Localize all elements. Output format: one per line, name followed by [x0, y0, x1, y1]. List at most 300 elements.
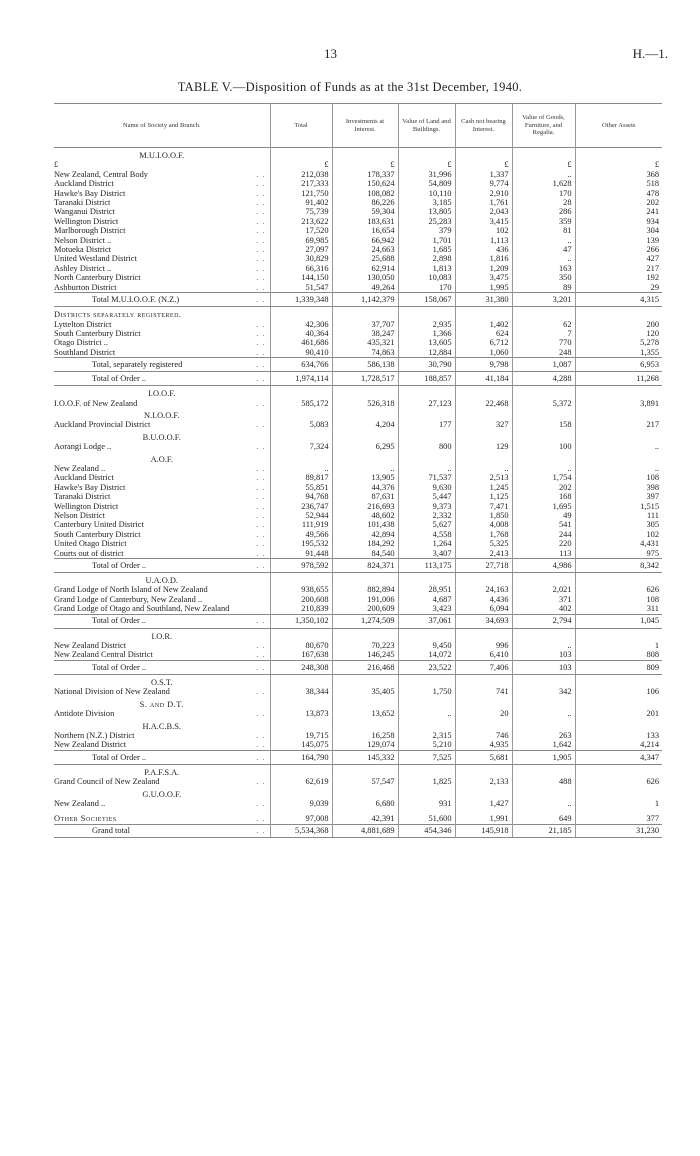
value-cell: 454,346	[398, 824, 455, 837]
value-cell: 1,825	[398, 777, 455, 786]
leader-dots: . .	[256, 492, 266, 502]
value-cell: 129,074	[332, 740, 398, 750]
row-label: Total of Order ..	[92, 752, 147, 762]
leader-dots: . .	[256, 520, 266, 530]
value-cell: 97,008	[270, 808, 332, 824]
value-cell: 809	[575, 660, 662, 674]
value-cell: 102	[455, 226, 512, 235]
table-row	[54, 179, 662, 188]
table-row	[54, 160, 662, 169]
value-cell: 177	[398, 420, 455, 429]
value-cell: 164,790	[270, 750, 332, 764]
empty-cell	[398, 628, 455, 641]
value-cell: 402	[512, 604, 575, 614]
empty-cell	[575, 386, 662, 399]
row-label: New Zealand District	[54, 740, 127, 750]
row-label: Ashley District ..	[54, 263, 112, 273]
table-row	[54, 283, 662, 293]
value-cell: 236,747	[270, 502, 332, 511]
total-row	[54, 293, 662, 307]
value-cell: 350	[512, 273, 575, 282]
value-cell: 379	[398, 226, 455, 235]
row-label: £	[54, 160, 59, 170]
row-label: New Zealand, Central Body	[54, 169, 148, 179]
value-cell: ..	[332, 464, 398, 473]
row-label: Hawke's Bay District	[54, 188, 126, 198]
section-heading: U.A.O.D.	[145, 576, 179, 586]
row-label: Lyttelton District	[54, 319, 112, 329]
leader-dots: . .	[256, 169, 266, 179]
value-cell: 16,654	[332, 226, 398, 235]
value-cell: 14,072	[398, 650, 455, 660]
empty-cell	[270, 719, 332, 731]
value-cell: 248	[512, 348, 575, 358]
value-cell: 94,768	[270, 492, 332, 501]
value-cell: 1,274,509	[332, 614, 398, 628]
value-cell: 28	[512, 198, 575, 207]
value-cell: 42,894	[332, 530, 398, 539]
row-label: Northern (N.Z.) District	[54, 730, 135, 740]
row-label: Nelson District ..	[54, 235, 112, 245]
row-label: Grand Lodge of Canterbury, New Zealand ..	[54, 594, 203, 604]
value-cell: 111	[575, 511, 662, 520]
value-cell: 1,087	[512, 358, 575, 372]
value-cell: 1,695	[512, 502, 575, 511]
table-row	[54, 520, 662, 529]
page-number: 13	[324, 46, 337, 61]
value-cell: 51,547	[270, 283, 332, 293]
table-row	[54, 189, 662, 198]
value-cell: 108	[575, 595, 662, 604]
value-cell: 103	[512, 660, 575, 674]
value-cell: 526,318	[332, 399, 398, 408]
value-cell: 1,113	[455, 236, 512, 245]
value-cell: 1,142,379	[332, 293, 398, 307]
value-cell: ..	[575, 464, 662, 473]
value-cell: 55,851	[270, 483, 332, 492]
value-cell: 10,110	[398, 189, 455, 198]
value-cell: 2,413	[455, 549, 512, 559]
value-cell: 1,761	[455, 198, 512, 207]
value-cell: 9,630	[398, 483, 455, 492]
value-cell: 101,438	[332, 520, 398, 529]
row-label: Grand total	[92, 826, 130, 836]
value-cell: 13,905	[332, 473, 398, 482]
value-cell: 626	[575, 777, 662, 786]
value-cell: 488	[512, 777, 575, 786]
value-cell: 1	[575, 641, 662, 650]
table-row	[54, 170, 662, 179]
value-cell: 5,325	[455, 539, 512, 548]
value-cell: 1,060	[455, 348, 512, 358]
total-row	[54, 559, 662, 573]
empty-cell	[398, 719, 455, 731]
value-cell: 6,712	[455, 338, 512, 347]
value-cell: 586,138	[332, 358, 398, 372]
value-cell: 24,163	[455, 585, 512, 594]
leader-dots: . .	[256, 420, 266, 430]
value-cell: 62	[512, 320, 575, 329]
value-cell: 217	[575, 420, 662, 429]
section-heading: P.A.F.S.A.	[144, 767, 180, 777]
leader-dots: . .	[256, 482, 266, 492]
empty-cell	[398, 452, 455, 464]
value-cell: 213,622	[270, 217, 332, 226]
empty-cell	[575, 148, 662, 161]
value-cell: 741	[455, 687, 512, 696]
value-cell: 75,739	[270, 207, 332, 216]
value-cell: 996	[455, 641, 512, 650]
leader-dots: . .	[256, 273, 266, 283]
value-cell: 585,172	[270, 399, 332, 408]
leader-dots: . .	[256, 814, 266, 824]
value-cell: 111,919	[270, 520, 332, 529]
value-cell: 1,813	[398, 264, 455, 273]
value-cell: 244	[512, 530, 575, 539]
empty-cell	[398, 307, 455, 320]
value-cell: 146,245	[332, 650, 398, 660]
section-heading: B.U.O.O.F.	[142, 432, 181, 442]
row-label: Total M.U.I.O.O.F. (N.Z.)	[92, 294, 180, 304]
value-cell: 120	[575, 329, 662, 338]
column-header: Investments at Interest.	[332, 104, 398, 148]
value-cell: 49,566	[270, 530, 332, 539]
value-cell: 248,308	[270, 660, 332, 674]
value-cell: 48,602	[332, 511, 398, 520]
empty-cell	[455, 307, 512, 320]
value-cell: 5,534,368	[270, 824, 332, 837]
value-cell: 359	[512, 217, 575, 226]
value-cell: 158,067	[398, 293, 455, 307]
value-cell: 27,097	[270, 245, 332, 254]
leader-dots: . .	[256, 709, 266, 719]
table-row	[54, 539, 662, 548]
row-label: Wanganui District	[54, 207, 115, 217]
value-cell: 113,175	[398, 559, 455, 573]
value-cell: 113	[512, 549, 575, 559]
empty-cell	[455, 430, 512, 442]
value-cell: 201	[575, 709, 662, 718]
value-cell: 1,245	[455, 483, 512, 492]
value-cell: 49	[512, 511, 575, 520]
value-cell: 1,515	[575, 502, 662, 511]
value-cell: 1,366	[398, 329, 455, 338]
value-cell: £	[270, 160, 332, 169]
row-label: Aorangi Lodge ..	[54, 442, 112, 452]
empty-cell	[575, 719, 662, 731]
value-cell: 435,321	[332, 338, 398, 347]
value-cell: 145,918	[455, 824, 512, 837]
value-cell: £	[332, 160, 398, 169]
row-label: United Westland District	[54, 254, 137, 264]
leader-dots: . .	[256, 226, 266, 236]
empty-cell	[455, 719, 512, 731]
value-cell: 4,881,689	[332, 824, 398, 837]
leader-dots: . .	[256, 730, 266, 740]
value-cell: 145,332	[332, 750, 398, 764]
leader-dots: . .	[256, 198, 266, 208]
value-cell: 192	[575, 273, 662, 282]
value-cell: 371	[512, 595, 575, 604]
row-label: New Zealand Central District	[54, 650, 153, 660]
empty-cell	[575, 408, 662, 420]
value-cell: ..	[455, 464, 512, 473]
value-cell: 3,185	[398, 198, 455, 207]
value-cell: 21,185	[512, 824, 575, 837]
row-label: New Zealand ..	[54, 798, 106, 808]
leader-dots: . .	[256, 188, 266, 198]
table-row	[54, 492, 662, 501]
value-cell: 195,532	[270, 539, 332, 548]
leader-dots: . .	[256, 263, 266, 273]
value-cell: 4,315	[575, 293, 662, 307]
empty-cell	[455, 787, 512, 799]
section-heading: I.O.R.	[151, 631, 173, 641]
leader-dots: . .	[256, 548, 266, 558]
value-cell: 24,663	[332, 245, 398, 254]
value-cell: 263	[512, 731, 575, 740]
value-cell: 19,715	[270, 731, 332, 740]
leader-dots: . .	[256, 616, 266, 626]
value-cell: 1,642	[512, 740, 575, 750]
value-cell: 1,754	[512, 473, 575, 482]
value-cell: 304	[575, 226, 662, 235]
value-cell: 25,283	[398, 217, 455, 226]
empty-cell	[512, 307, 575, 320]
value-cell: 2,332	[398, 511, 455, 520]
value-cell: ..	[575, 442, 662, 451]
value-cell: 54,809	[398, 179, 455, 188]
value-cell: 37,061	[398, 614, 455, 628]
value-cell: 975	[575, 549, 662, 559]
value-cell: 882,894	[332, 585, 398, 594]
leader-dots: . .	[256, 442, 266, 452]
table-row	[54, 604, 662, 614]
leader-dots: . .	[256, 501, 266, 511]
value-cell: 824,371	[332, 559, 398, 573]
empty-cell	[270, 408, 332, 420]
value-cell: 133	[575, 731, 662, 740]
value-cell: 59,304	[332, 207, 398, 216]
value-cell: 2,935	[398, 320, 455, 329]
value-cell: 130,050	[332, 273, 398, 282]
value-cell: 202	[575, 198, 662, 207]
value-cell: 1,209	[455, 264, 512, 273]
value-cell: 286	[512, 207, 575, 216]
total-row	[54, 614, 662, 628]
value-cell: 770	[512, 338, 575, 347]
value-cell: 5,372	[512, 399, 575, 408]
value-cell: 6,953	[575, 358, 662, 372]
table-body	[54, 148, 662, 838]
value-cell: 4,687	[398, 595, 455, 604]
empty-cell	[455, 628, 512, 641]
section-heading-row	[54, 628, 662, 641]
document-reference: H.—1.	[632, 46, 668, 61]
value-cell: 37,707	[332, 320, 398, 329]
leader-dots: . .	[256, 179, 266, 189]
value-cell: 188,857	[398, 372, 455, 386]
leader-dots: . .	[256, 245, 266, 255]
column-header: Name of Society and Branch.	[122, 121, 201, 129]
value-cell: 217	[575, 264, 662, 273]
column-header: Value of Land and Buildings.	[398, 104, 455, 148]
empty-cell	[332, 719, 398, 731]
row-label: Motueka District	[54, 245, 111, 255]
row-label: New Zealand ..	[54, 463, 106, 473]
value-cell: 1,850	[455, 511, 512, 520]
row-label: Grand Council of New Zealand	[54, 777, 160, 787]
empty-cell	[332, 148, 398, 161]
value-cell: 29	[575, 283, 662, 293]
table-container	[54, 103, 662, 838]
table-row	[54, 198, 662, 207]
value-cell: 121,750	[270, 189, 332, 198]
value-cell: 7,525	[398, 750, 455, 764]
table-row	[54, 264, 662, 273]
empty-cell	[270, 430, 332, 442]
empty-cell	[575, 697, 662, 709]
empty-cell	[512, 452, 575, 464]
value-cell: 7	[512, 329, 575, 338]
total-row	[54, 372, 662, 386]
section-heading: I.O.O.F.	[148, 389, 176, 399]
value-cell: ..	[512, 641, 575, 650]
row-label: National Division of New Zealand	[54, 687, 170, 697]
empty-cell	[332, 573, 398, 586]
value-cell: 934	[575, 217, 662, 226]
value-cell: 13,652	[332, 709, 398, 718]
leader-dots: . .	[256, 798, 266, 808]
row-label: I.O.O.F. of New Zealand	[54, 398, 138, 408]
value-cell: 3,891	[575, 399, 662, 408]
leader-dots: . .	[256, 687, 266, 697]
value-cell: 9,798	[455, 358, 512, 372]
empty-cell	[398, 787, 455, 799]
value-cell: 3,475	[455, 273, 512, 282]
value-cell: 23,522	[398, 660, 455, 674]
empty-cell	[512, 787, 575, 799]
value-cell: 200,608	[270, 595, 332, 604]
value-cell: ..	[398, 464, 455, 473]
value-cell: 84,540	[332, 549, 398, 559]
grand-total-row	[54, 824, 662, 837]
empty-cell	[270, 674, 332, 687]
section-heading: N.I.O.O.F.	[144, 410, 180, 420]
row-label: South Canterbury District	[54, 328, 141, 338]
value-cell: 2,043	[455, 207, 512, 216]
value-cell: 108,082	[332, 189, 398, 198]
value-cell: 216,468	[332, 660, 398, 674]
value-cell: 41,184	[455, 372, 512, 386]
section-heading-row	[54, 408, 662, 420]
empty-cell	[332, 787, 398, 799]
value-cell: 150,624	[332, 179, 398, 188]
empty-cell	[332, 430, 398, 442]
value-cell: 634,766	[270, 358, 332, 372]
value-cell: 1,355	[575, 348, 662, 358]
value-cell: 1,728,517	[332, 372, 398, 386]
value-cell: 311	[575, 604, 662, 614]
table-row	[54, 254, 662, 263]
leader-dots: . .	[256, 216, 266, 226]
row-label: Southland District	[54, 347, 116, 357]
table-row	[54, 799, 662, 808]
value-cell: 170	[398, 283, 455, 293]
table-row	[54, 549, 662, 559]
table-row	[54, 483, 662, 492]
value-cell: 144,150	[270, 273, 332, 282]
value-cell: 74,863	[332, 348, 398, 358]
empty-cell	[575, 674, 662, 687]
value-cell: 87,631	[332, 492, 398, 501]
empty-cell	[512, 430, 575, 442]
empty-cell	[398, 430, 455, 442]
value-cell: 1,995	[455, 283, 512, 293]
empty-cell	[455, 408, 512, 420]
leader-dots: . .	[256, 359, 266, 369]
value-cell: 30,829	[270, 254, 332, 263]
value-cell: 31,380	[455, 293, 512, 307]
row-label: South Canterbury District	[54, 529, 141, 539]
value-cell: 168	[512, 492, 575, 501]
empty-cell	[575, 787, 662, 799]
leader-dots: . .	[256, 328, 266, 338]
value-cell: 4,986	[512, 559, 575, 573]
value-cell: 1	[575, 799, 662, 808]
leader-dots: . .	[256, 662, 266, 672]
value-cell: 40,364	[270, 329, 332, 338]
row-label: Marlborough District	[54, 226, 126, 236]
value-cell: 220	[512, 539, 575, 548]
leader-dots: . .	[256, 294, 266, 304]
empty-cell	[332, 674, 398, 687]
value-cell: 13,605	[398, 338, 455, 347]
value-cell: 62,914	[332, 264, 398, 273]
value-cell: 4,436	[455, 595, 512, 604]
value-cell: £	[455, 160, 512, 169]
value-cell: 86,226	[332, 198, 398, 207]
value-cell: 931	[398, 799, 455, 808]
value-cell: 52,944	[270, 511, 332, 520]
row-label: Total, separately registered	[92, 359, 183, 369]
value-cell: 66,316	[270, 264, 332, 273]
empty-cell	[398, 697, 455, 709]
row-label: Canterbury United District	[54, 520, 144, 530]
row-label: Taranaki District	[54, 198, 111, 208]
value-cell: 57,547	[332, 777, 398, 786]
value-cell: 541	[512, 520, 575, 529]
value-cell: 5,210	[398, 740, 455, 750]
value-cell: 31,230	[575, 824, 662, 837]
value-cell: 200	[575, 320, 662, 329]
table-header	[54, 104, 662, 148]
value-cell: 12,884	[398, 348, 455, 358]
empty-cell	[270, 573, 332, 586]
value-cell: 1,045	[575, 614, 662, 628]
table-row	[54, 687, 662, 696]
value-cell: 139	[575, 236, 662, 245]
section-heading-row	[54, 430, 662, 442]
value-cell: 6,680	[332, 799, 398, 808]
value-cell: 4,347	[575, 750, 662, 764]
value-cell: 342	[512, 687, 575, 696]
section-heading: O.S.T.	[151, 677, 173, 687]
leader-dots: . .	[256, 207, 266, 217]
value-cell: 27,718	[455, 559, 512, 573]
value-cell: 13,805	[398, 207, 455, 216]
value-cell: 241	[575, 207, 662, 216]
